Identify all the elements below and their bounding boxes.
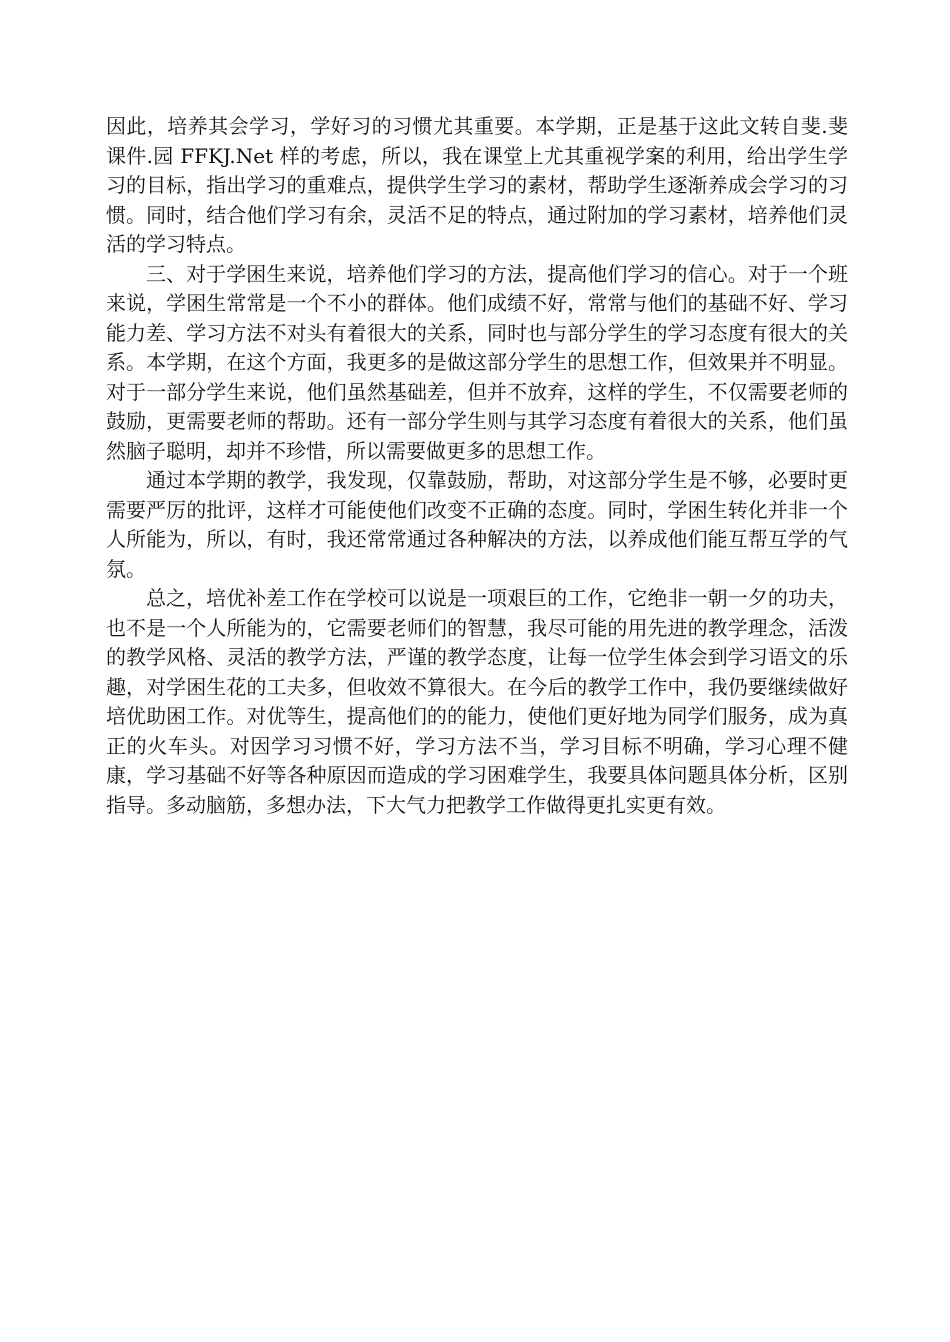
document-page	[106, 112, 848, 820]
paragraph-4: 总之，培优补差工作在学校可以说是一项艰巨的工作，它绝非一朝一夕的功夫，也不是一个人所能为的，它需要老师们的智慧，我尽可能的用先进的教学理念，活泼的教学风格、灵活的教学方法，严谨的教学态度，让每一位学生体会到学习语文的乐趣，对学困生花的工夫多，但收效不算很大。在今后的教学工作中，我仍要继续做好培优助困工作。对优等生，提高他们的的能力，使他们更好地为同学们服务，成为真正的火车头。对因学习习惯不好，学习方法不当，学习目标不明确，学习心理不健康，学习基础不好等各种原因而造成的学习困难学生，我要具体问题具体分析，区别指导。多动脑筋，多想办法，下大气力把教学工作做得更扎实更有效。	[106, 586, 848, 817]
paragraph-3: 通过本学期的教学，我发现，仅靠鼓励，帮助，对这部分学生是不够，必要时更需要严厉的批评，这样才可能使他们改变不正确的态度。同时，学困生转化并非一个人所能为，所以，有时，我还常常通过各种解决的方法，以养成他们能互帮互学的气氛。	[106, 468, 848, 581]
paragraph-2: 三、对于学困生来说，培养他们学习的方法，提高他们学习的信心。对于一个班来说，学困生常常是一个不小的群体。他们成绩不好，常常与他们的基础不好、学习能力差、学习方法不对头有着很大的关系，同时也与部分学生的学习态度有很大的关系。本学期，在这个方面，我更多的是做这部分学生的思想工作，但效果并不明显。对于一部分学生来说，他们虽然基础差，但并不放弃，这样的学生，不仅需要老师的鼓励，更需要老师的帮助。还有一部分学生则与其学习态度有着很大的关系，他们虽然脑子聪明，却并不珍惜，所以需要做更多的思想工作。	[106, 261, 848, 463]
paragraph-1: 因此，培养其会学习，学好习的习惯尤其重要。本学期，正是基于这此文转自斐.斐课件.园 FFKJ.Net 样的考虑，所以，我在课堂上尤其重视学案的利用，给出学生学习的目标，指出学习的重难点，提供学生学习的素材，帮助学生逐渐养成会学习的习惯。同时，结合他们学习有余，灵活不足的特点，通过附加的学习素材，培养他们灵活的学习特点。	[106, 114, 848, 256]
